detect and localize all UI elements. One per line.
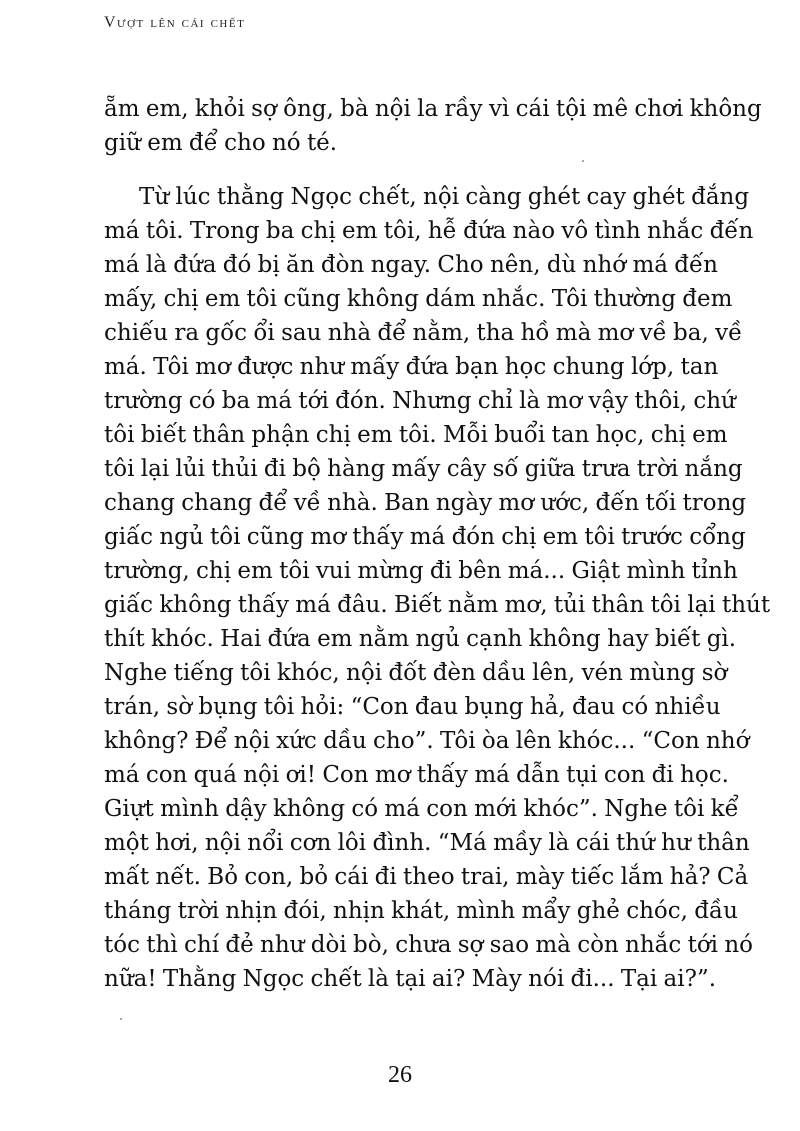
running-header-title: Vượt lên cái chết xyxy=(104,14,246,31)
text-line: ẵm em, khỏi sợ ông, bà nội la rầy vì cái tội mê chơi không xyxy=(104,96,762,122)
scan-speck xyxy=(120,1018,122,1020)
text-line: nữa! Thằng Ngọc chết là tại ai? Mày nói đi... Tại ai?”. xyxy=(104,966,717,992)
text-line: má là đứa đó bị ăn đòn ngay. Cho nên, dù nhớ má đến xyxy=(104,252,718,278)
text-line: má tôi. Trong ba chị em tôi, hễ đứa nào vô tình nhắc đến xyxy=(104,218,754,244)
text-line: giấc ngủ tôi cũng mơ thấy má đón chị em tôi trước cổng xyxy=(104,524,746,550)
text-line: chang chang để về nhà. Ban ngày mơ ước, đến tối trong xyxy=(104,490,747,516)
text-line: mấy, chị em tôi cũng không dám nhắc. Tôi thường đem xyxy=(104,286,733,312)
paragraph-first-line: Từ lúc thằng Ngọc chết, nội càng ghét cay ghét đắng xyxy=(139,184,750,210)
scan-speck xyxy=(582,160,584,162)
text-line: trường có ba má tới đón. Nhưng chỉ là mơ vậy thôi, chứ xyxy=(104,388,736,414)
text-line: giữ em để cho nó té. xyxy=(104,130,338,156)
text-line: tóc thì chí đẻ như dòi bò, chưa sợ sao mà còn nhắc tới nó xyxy=(104,932,753,958)
text-line: tôi biết thân phận chị em tôi. Mỗi buổi tan học, chị em xyxy=(104,422,728,448)
text-line: thít khóc. Hai đứa em nằm ngủ cạnh không hay biết gì. xyxy=(104,626,737,652)
text-line: Giựt mình dậy không có má con mới khóc”. Nghe tôi kể xyxy=(104,796,739,822)
text-line: chiếu ra gốc ổi sau nhà để nằm, tha hồ mà mơ về ba, về xyxy=(104,320,743,346)
page-number: 26 xyxy=(388,1062,412,1088)
text-line: Nghe tiếng tôi khóc, nội đốt đèn dầu lên, vén mùng sờ xyxy=(104,660,728,686)
text-line: má con quá nội ơi! Con mơ thấy má dẫn tụi con đi học. xyxy=(104,762,729,788)
text-line: trường, chị em tôi vui mừng đi bên má... Giật mình tỉnh xyxy=(104,558,738,584)
text-line: trán, sờ bụng tôi hỏi: “Con đau bụng hả, đau có nhiều xyxy=(104,694,721,720)
text-line: giấc không thấy má đâu. Biết nằm mơ, tủi thân tôi lại thút xyxy=(104,592,771,618)
text-line: má. Tôi mơ được như mấy đứa bạn học chung lớp, tan xyxy=(104,354,719,380)
text-line: không? Để nội xức dầu cho”. Tôi òa lên khóc... “Con nhớ xyxy=(104,728,750,754)
text-line: một hơi, nội nổi cơn lôi đình. “Má mầy là cái thứ hư thân xyxy=(104,830,750,856)
text-line: mất nết. Bỏ con, bỏ cái đi theo trai, mày tiếc lắm hả? Cả xyxy=(104,864,749,890)
text-line: tháng trời nhịn đói, nhịn khát, mình mẩy ghẻ chóc, đầu xyxy=(104,898,738,924)
text-line: tôi lại lủi thủi đi bộ hàng mấy cây số giữa trưa trời nắng xyxy=(104,456,743,482)
